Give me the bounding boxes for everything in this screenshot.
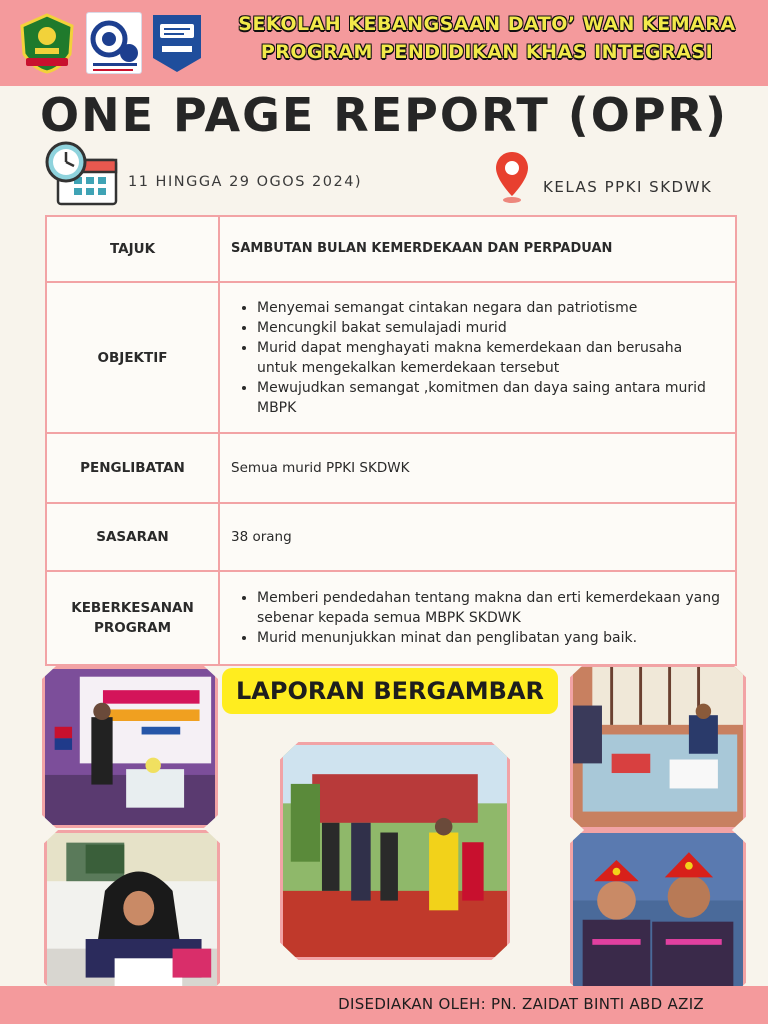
keberkesanan-label bbox=[46, 571, 219, 665]
table-row-keberkesanan bbox=[46, 571, 736, 665]
photo-students-flag-hats bbox=[570, 830, 746, 996]
prepared-by: DISEDIAKAN OLEH: PN. ZAIDAT BINTI ABD AZIZ bbox=[338, 995, 704, 1013]
photo-report-banner: LAPORAN BERGAMBAR bbox=[222, 668, 558, 714]
list-item: • Menyemai semangat cintakan negara dan patriotisme bbox=[257, 298, 721, 318]
keberkesanan-value bbox=[219, 571, 736, 665]
sasaran-label: SASARAN bbox=[46, 503, 219, 571]
keberkesanan-label-line2: PROGRAM bbox=[93, 620, 172, 636]
penglibatan-label: PENGLIBATAN bbox=[46, 433, 219, 503]
school-name-line1: SEKOLAH KEBANGSAAN DATO’ WAN KEMARA bbox=[238, 13, 736, 35]
photo-classroom bbox=[570, 664, 746, 830]
objektif-value bbox=[219, 282, 736, 433]
list-item: • Murid menunjukkan minat dan penglibatan yang baik. bbox=[257, 628, 721, 648]
tajuk-value: SAMBUTAN BULAN KEMERDEKAAN DAN PERPADUAN bbox=[219, 216, 736, 282]
photo-parade bbox=[280, 742, 510, 960]
keberkesanan-list bbox=[257, 588, 721, 648]
date-range: 11 HINGGA 29 OGOS 2024) bbox=[128, 174, 363, 190]
list-item: • Murid dapat menghayati makna kemerdekaan dan berusaha untuk mengekalkan kemerdekaan tersebut bbox=[257, 338, 721, 378]
list-item: • Mewujudkan semangat ,komitmen dan daya saing antara murid MBPK bbox=[257, 378, 721, 418]
report-table bbox=[45, 215, 737, 666]
footer-bar bbox=[0, 986, 768, 1024]
list-item: • Mencungkil bakat semulajadi murid bbox=[257, 318, 721, 338]
header-bar bbox=[0, 0, 768, 86]
school-crest-logo bbox=[16, 12, 78, 74]
showcase-schools-logo bbox=[150, 12, 204, 74]
location-text: KELAS PPKI SKDWK bbox=[543, 178, 713, 196]
photo-stage-banner bbox=[42, 666, 218, 828]
25-years-anniversary-logo bbox=[86, 12, 142, 74]
table-row-penglibatan bbox=[46, 433, 736, 503]
table-row-sasaran bbox=[46, 503, 736, 571]
school-name-line2: PROGRAM PENDIDIKAN KHAS INTEGRASI bbox=[260, 41, 714, 63]
calendar-clock-icon bbox=[44, 140, 118, 206]
tajuk-label: TAJUK bbox=[46, 216, 219, 282]
penglibatan-value: Semua murid PPKI SKDWK bbox=[219, 433, 736, 503]
table-row-objektif bbox=[46, 282, 736, 433]
sasaran-value: 38 orang bbox=[219, 503, 736, 571]
table-row-tajuk bbox=[46, 216, 736, 282]
photo-student-drawing bbox=[44, 830, 220, 996]
objektif-label: OBJEKTIF bbox=[46, 282, 219, 433]
keberkesanan-label-line1: KEBERKESANAN bbox=[71, 600, 194, 616]
objektif-list bbox=[257, 298, 721, 418]
page-title: ONE PAGE REPORT (OPR) bbox=[39, 88, 729, 142]
location-pin-icon bbox=[494, 150, 530, 204]
school-name bbox=[212, 10, 762, 66]
list-item: • Memberi pendedahan tentang makna dan erti kemerdekaan yang sebenar kepada semua MBPK SKDWK bbox=[257, 588, 721, 628]
